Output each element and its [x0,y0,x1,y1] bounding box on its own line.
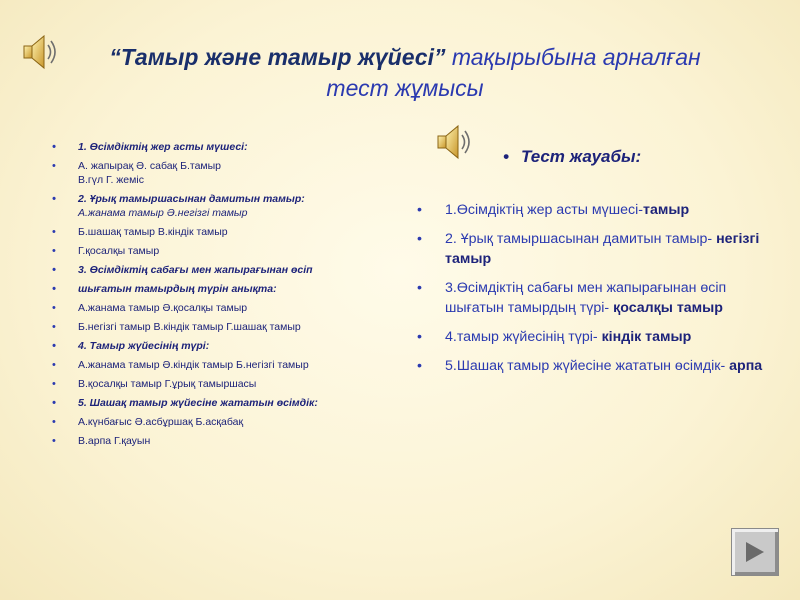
list-item: • В.қосалқы тамыр Г.ұрық тамыршасы [52,377,407,391]
title-suffix: тақырыбына арналған [445,44,701,70]
list-item: • шығатын тамырдың түрін анықта: [52,282,407,296]
answer-list [415,200,765,385]
list-item: • А. жапырақ Ә. сабақ Б.тамыр В.гүл Г. жеміс [52,159,407,187]
question-list [52,140,407,453]
list-item: • Б.негізгі тамыр В.кіндік тамыр Г.шашақ тамыр [52,320,407,334]
title-topic: “Тамыр және тамыр жүйесі” [109,44,446,70]
list-item: • А.күнбағыс Ә.асбұршақ Б.асқабақ [52,415,407,429]
play-triangle-icon [744,540,766,564]
list-item: • 2. Ұрық тамыршасынан дамитын тамыр- негізгі тамыр [415,229,765,269]
list-item: • 4.тамыр жүйесінің түрі- кіндік тамыр [415,327,765,347]
list-item: • А.жанама тамыр Ә.қосалқы тамыр [52,301,407,315]
list-item: • А.жанама тамыр Ә.кіндік тамыр Б.негізгі тамыр [52,358,407,372]
list-item: • 2. Ұрық тамыршасынан дамитын тамыр: А.жанама тамыр Ә.негізгі тамыр [52,192,407,220]
speaker-icon[interactable] [432,120,478,166]
list-item: • Б.шашақ тамыр В.кіндік тамыр [52,225,407,239]
list-item: • 1.Өсімдіктің жер асты мүшесі-тамыр [415,200,765,220]
title-line2: тест жұмысы [326,75,484,101]
page-title [40,42,770,104]
list-item: • 5. Шашақ тамыр жүйесіне жататын өсімдік: [52,396,407,410]
list-item: • 5.Шашақ тамыр жүйесіне жататын өсімдік- арпа [415,356,765,376]
next-slide-button[interactable] [731,528,779,576]
list-item: • 3. Өсімдіктің сабағы мен жапырағынан өсіп [52,263,407,277]
list-item: • В.арпа Г.қауын [52,434,407,448]
list-item: • 1. Өсімдіктің жер асты мүшесі: [52,140,407,154]
list-item: • 4. Тамыр жүйесінің түрі: [52,339,407,353]
answers-heading: • Тест жауабы: [503,147,641,167]
list-item: • Г.қосалқы тамыр [52,244,407,258]
list-item: • 3.Өсімдіктің сабағы мен жапырағынан өсіп шығатын тамырдың түрі- қосалқы тамыр [415,278,765,318]
